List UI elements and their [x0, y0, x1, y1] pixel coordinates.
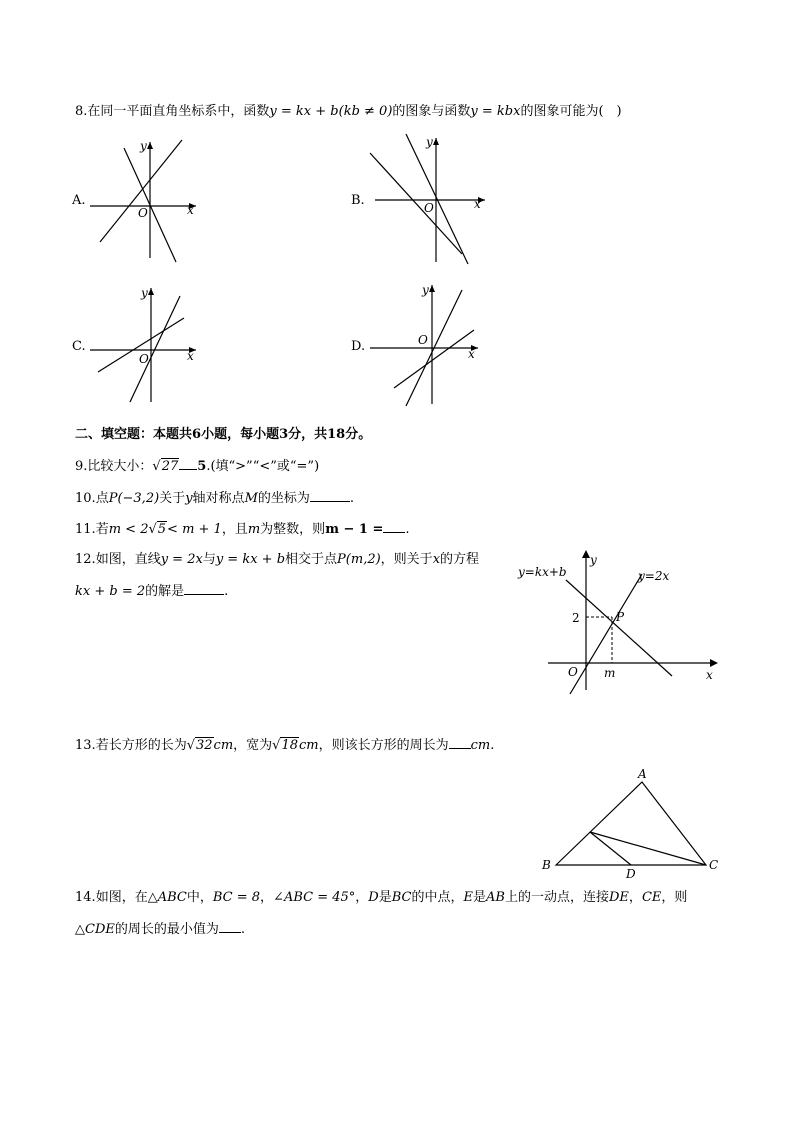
vertex-a-label: A	[638, 767, 647, 781]
q9-stem: 9.比较大小：√27 5.(填“>”“<”或“=”)	[75, 459, 320, 474]
q8-stem: 8.在同一平面直角坐标系中，函数y = kx + b(kb ≠ 0)的图象与函数y = kbx的图象可能为( )	[75, 104, 622, 119]
origin-label: O	[424, 201, 434, 215]
y-label: y	[140, 139, 147, 153]
x-label: x	[474, 197, 481, 211]
y-value-label: 2	[572, 611, 580, 625]
answer-blank[interactable]	[219, 920, 241, 933]
question-number: 8.	[75, 104, 88, 119]
sqrt-5: √5	[148, 522, 167, 537]
x-label: x	[187, 203, 194, 217]
y-label: y	[422, 283, 429, 297]
q12-stem-line2: kx + b = 2的解是 .	[75, 584, 229, 599]
option-d-label[interactable]: D.	[351, 339, 366, 354]
x-label: x	[187, 349, 194, 363]
m-label: m	[604, 666, 616, 680]
sqrt-32: √32	[186, 738, 213, 753]
q14-stem-line1: 14.如图，在△ABC中，BC = 8，∠ABC = 45°，D是BC的中点，E是AB上的一动点，连接DE，CE，则	[75, 890, 688, 905]
x-label: x	[706, 668, 713, 682]
option-c-label[interactable]: C.	[72, 339, 86, 354]
y-label: y	[590, 553, 597, 567]
q11-stem: 11.若m < 2√5< m + 1，且m为整数，则m − 1 = .	[75, 522, 410, 537]
q14-stem-line2: △CDE的周长的最小值为 .	[75, 922, 246, 937]
line1-label: y=kx+b	[518, 565, 567, 579]
origin-label: O	[418, 333, 428, 347]
section-heading: 二、填空题：本题共6小题，每小题3分，共18分。	[75, 427, 372, 442]
point-p-label: P	[616, 610, 625, 624]
sqrt-18: √18	[272, 738, 299, 753]
triangle-abc	[556, 782, 706, 865]
option-a-label[interactable]: A.	[72, 193, 86, 208]
segment-de	[590, 832, 631, 865]
x-label: x	[468, 347, 475, 361]
point-d-label: D	[626, 867, 636, 881]
sqrt-27: √27	[152, 459, 179, 474]
origin-label: O	[138, 206, 148, 220]
y-label: y	[426, 135, 433, 149]
vertex-c-label: C	[709, 858, 719, 872]
q10-stem: 10.点P(−3,2)关于y轴对称点M的坐标为 .	[75, 491, 355, 506]
segment-ce	[590, 832, 706, 865]
origin-label: O	[139, 352, 149, 366]
vertex-b-label: B	[542, 858, 551, 872]
q13-stem: 13.若长方形的长为√32cm，宽为√18cm，则该长方形的周长为 cm.	[75, 738, 495, 753]
option-b-label[interactable]: B.	[351, 193, 365, 208]
y-label: y	[141, 286, 148, 300]
origin-label: O	[568, 665, 578, 679]
q12-stem-line1: 12.如图，直线y = 2x与y = kx + b相交于点P(m,2)，则关于x的方程	[75, 552, 480, 567]
line2-label: y=2x	[638, 569, 670, 583]
